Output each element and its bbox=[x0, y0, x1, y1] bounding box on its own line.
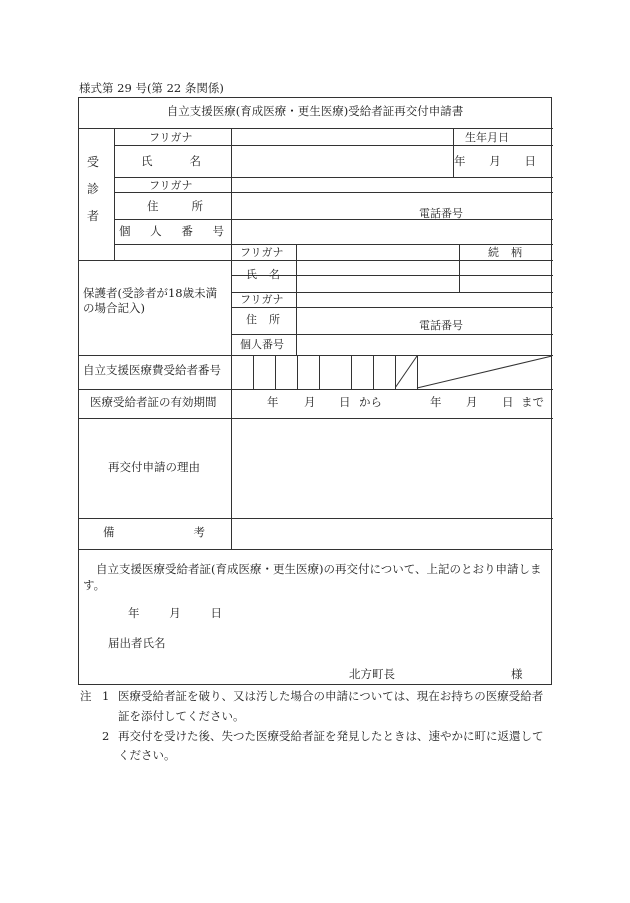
guardian-furigana-label: フリガナ bbox=[240, 246, 284, 259]
honorific-sama: 様 bbox=[511, 667, 523, 681]
patient-section-char: 者 bbox=[87, 209, 100, 223]
form-title: 自立支援医療(育成医療・更生医療)受給者証再交付申請書 bbox=[166, 104, 464, 118]
validity-to-month: 月 bbox=[466, 395, 478, 409]
patient-furigana-label: フリガナ bbox=[149, 131, 193, 144]
guardian-label-note: の場合記入) bbox=[83, 301, 145, 315]
reissue-reason-label: 再交付申請の理由 bbox=[108, 460, 200, 474]
note-2-text: 再交付を受けた後、失つた医療受給者証を発見したときは、速やかに町に返還して bbox=[118, 729, 544, 743]
patient-section-char: 受 bbox=[87, 155, 100, 169]
patient-section-char: 診 bbox=[87, 182, 100, 196]
remarks-label: 備 考 bbox=[103, 525, 205, 539]
note-1-number: 1 bbox=[102, 689, 110, 703]
patient-furigana-label-2: フリガナ bbox=[149, 179, 193, 192]
validity-from-suffix: から bbox=[359, 395, 382, 409]
validity-from-year: 年 bbox=[267, 395, 279, 409]
applicant-name-label: 届出者氏名 bbox=[108, 636, 166, 650]
patient-individual-number-label: 個 人 番 号 bbox=[119, 224, 224, 238]
form-code: 様式第 29 号(第 22 条関係) bbox=[79, 81, 224, 95]
patient-address-label: 住 所 bbox=[147, 199, 203, 213]
validity-to-suffix: まで bbox=[521, 395, 544, 409]
number-field-diagonal-strokes bbox=[395, 355, 553, 389]
addressee-mayor: 北方町長 bbox=[349, 667, 395, 681]
guardian-phone-label: 電話番号 bbox=[419, 319, 463, 332]
note-2-number: 2 bbox=[102, 729, 110, 743]
validity-from-day: 日 bbox=[339, 395, 351, 409]
guardian-name-label: 氏 名 bbox=[246, 268, 280, 281]
birthdate-label: 生年月日 bbox=[465, 131, 509, 144]
patient-name-label: 氏 名 bbox=[141, 154, 201, 168]
notes-prefix: 注 bbox=[80, 689, 92, 703]
guardian-individual-number-label: 個人番号 bbox=[240, 338, 284, 351]
note-2-text-cont: ください。 bbox=[118, 748, 176, 762]
declaration-text-cont: す。 bbox=[83, 578, 106, 592]
relationship-label: 続 柄 bbox=[488, 246, 522, 259]
declaration-text: 自立支援医療受給者証(育成医療・更生医療)の再交付について、上記のとおり申請しま bbox=[96, 562, 542, 576]
guardian-furigana-label-2: フリガナ bbox=[240, 293, 284, 306]
birthdate-value-placeholder: 年 月 日 bbox=[454, 154, 536, 168]
validity-to-day: 日 bbox=[502, 395, 514, 409]
guardian-label: 保護者(受診者が18歳未満 bbox=[83, 286, 218, 300]
title-divider bbox=[79, 128, 553, 129]
note-1-text-cont: 証を添付してください。 bbox=[118, 709, 245, 723]
validity-to-year: 年 bbox=[430, 395, 442, 409]
guardian-address-label: 住 所 bbox=[246, 313, 280, 326]
validity-from-month: 月 bbox=[304, 395, 316, 409]
patient-phone-label: 電話番号 bbox=[419, 207, 463, 220]
validity-label: 医療受給者証の有効期間 bbox=[90, 395, 217, 409]
application-date-placeholder: 年 月 日 bbox=[128, 606, 222, 620]
recipient-number-label: 自立支援医療費受給者番号 bbox=[83, 363, 221, 377]
note-1-text: 医療受給者証を破り、又は汚した場合の申請については、現在お持ちの医療受給者 bbox=[118, 689, 544, 703]
